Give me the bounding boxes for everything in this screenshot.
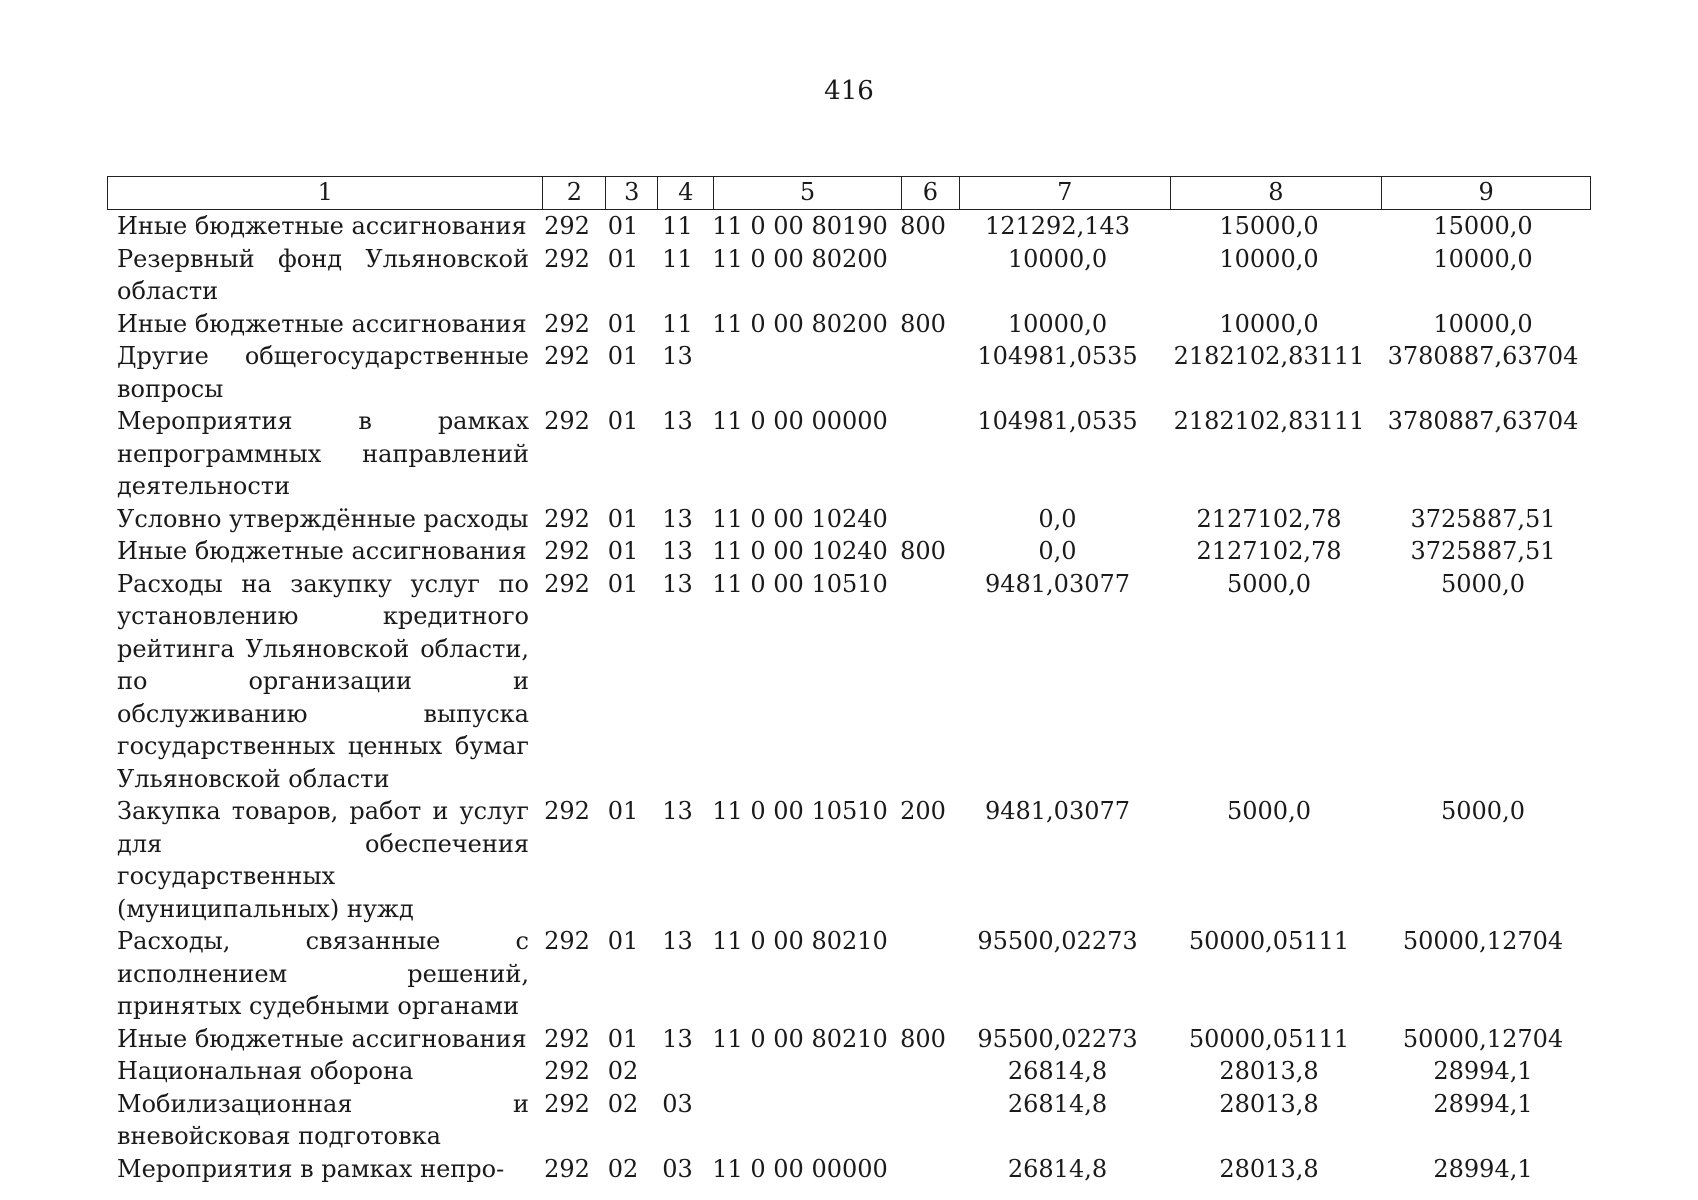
row-col-3: 01 [607, 407, 639, 435]
row-col-4: 11 [662, 244, 693, 273]
table-row [107, 795, 1591, 925]
row-col-3: 01 [607, 212, 639, 240]
row-col-7: 104981,0535 [977, 342, 1138, 370]
row-col-9: 28994,1 [1433, 1057, 1533, 1085]
row-col-2: 292 [544, 797, 590, 825]
row-col-8: 15000,0 [1219, 212, 1319, 240]
row-col-2: 292 [544, 504, 590, 533]
row-col-4: 13 [662, 342, 693, 370]
table-row [107, 1153, 1591, 1186]
row-col-9: 28994,1 [1433, 1154, 1533, 1183]
row-col-5 [706, 1088, 894, 1153]
row-col-5 [706, 340, 894, 405]
row-col-7: 121292,143 [984, 212, 1131, 240]
row-col-9: 3780887,63704 [1387, 342, 1579, 370]
row-col-4 [649, 1055, 706, 1088]
row-col-2: 292 [544, 309, 590, 338]
row-col-6 [894, 503, 952, 536]
row-col-6 [894, 925, 952, 1023]
header-col-8: 8 [1171, 177, 1383, 209]
row-col-7: 0,0 [1038, 504, 1077, 533]
row-col-7: 0,0 [1038, 537, 1077, 565]
table-row [107, 210, 1591, 243]
row-col-6: 800 [900, 537, 946, 565]
row-col-3: 01 [607, 537, 639, 565]
row-col-5: 11 0 00 00000 [712, 407, 888, 435]
row-col-8: 2182102,83111 [1173, 342, 1365, 370]
row-col-9: 15000,0 [1433, 212, 1533, 240]
row-col-9: 28994,1 [1433, 1089, 1533, 1118]
row-name: Резервный фонд Ульяновской области [117, 244, 529, 305]
row-col-7: 26814,8 [1007, 1089, 1108, 1118]
row-col-2: 292 [544, 1057, 590, 1085]
row-name: Иные бюджетные ассигнования [117, 212, 527, 240]
row-col-2: 292 [544, 407, 590, 435]
row-col-6: 200 [900, 797, 946, 825]
row-col-3: 01 [607, 342, 639, 370]
table-row [107, 243, 1591, 308]
row-col-6 [894, 340, 952, 405]
row-col-2: 292 [544, 927, 590, 955]
row-col-7: 10000,0 [1007, 309, 1108, 338]
row-col-8: 50000,05111 [1188, 927, 1350, 955]
table-header [107, 176, 1591, 210]
row-col-2: 292 [544, 1089, 590, 1118]
header-col-9: 9 [1478, 178, 1494, 206]
table-row [107, 925, 1591, 1023]
table-body [107, 210, 1591, 1185]
row-col-4: 13 [662, 927, 693, 955]
row-col-3: 01 [607, 569, 639, 598]
row-col-8: 28013,8 [1219, 1154, 1319, 1183]
row-name: Иные бюджетные ассигнования [117, 1024, 527, 1053]
row-col-3: 01 [607, 797, 639, 825]
row-col-8: 28013,8 [1219, 1057, 1319, 1085]
row-col-8: 2127102,78 [1196, 537, 1342, 565]
row-col-6: 800 [900, 1024, 946, 1053]
row-col-9: 50000,12704 [1402, 927, 1564, 955]
table-row [107, 535, 1591, 568]
row-name: Мероприятия в рамках непро- [117, 1154, 505, 1183]
row-col-7: 95500,02273 [977, 1024, 1138, 1053]
row-col-4: 13 [662, 797, 693, 825]
header-col-7: 7 [960, 177, 1171, 209]
row-col-7: 104981,0535 [977, 407, 1138, 435]
row-name: Иные бюджетные ассигнования [117, 537, 527, 565]
row-name: Иные бюджетные ассигнования [117, 309, 527, 338]
row-col-8: 5000,0 [1227, 797, 1311, 825]
row-col-5: 11 0 00 10510 [712, 797, 888, 825]
row-col-7: 10000,0 [1007, 244, 1108, 273]
row-col-6 [894, 405, 952, 503]
row-col-3: 01 [607, 927, 639, 955]
row-name: Мероприятия в рамках непрограммных направлений деятельности [117, 407, 529, 500]
row-col-3: 02 [607, 1057, 639, 1085]
row-col-5 [706, 1055, 894, 1088]
row-col-5: 11 0 00 80210 [712, 1024, 888, 1053]
row-col-6 [894, 243, 952, 308]
row-col-9: 5000,0 [1441, 797, 1525, 825]
row-col-6: 800 [900, 212, 946, 240]
header-col-3: 3 [606, 177, 658, 209]
row-col-7: 9481,03077 [984, 569, 1131, 598]
row-name: Другие общегосударственные вопросы [117, 342, 529, 403]
row-col-5: 11 0 00 00000 [712, 1154, 888, 1183]
row-col-4: 11 [662, 212, 693, 240]
row-col-3: 02 [607, 1154, 639, 1183]
row-col-5: 11 0 00 10240 [712, 504, 888, 533]
row-col-2: 292 [544, 212, 590, 240]
row-col-6 [894, 1153, 952, 1186]
table-row [107, 1023, 1591, 1056]
row-col-4: 13 [662, 407, 693, 435]
row-col-9: 3780887,63704 [1387, 407, 1579, 435]
row-name: Расходы, связанные с исполнением решений, принятых судебными органами [117, 927, 529, 1020]
row-name: Национальная оборона [117, 1057, 414, 1085]
row-col-8: 10000,0 [1219, 244, 1319, 273]
row-col-3: 01 [607, 504, 639, 533]
row-col-4: 11 [662, 309, 693, 338]
row-col-8: 2127102,78 [1196, 504, 1342, 533]
table-row [107, 1055, 1591, 1088]
row-col-3: 02 [607, 1089, 639, 1118]
table-row [107, 340, 1591, 405]
row-col-9: 10000,0 [1433, 244, 1533, 273]
row-col-7: 95500,02273 [977, 927, 1138, 955]
row-col-8: 50000,05111 [1188, 1024, 1350, 1053]
row-col-9: 3725887,51 [1410, 537, 1556, 565]
row-name: Расходы на закупку услуг по установлению кредитного рейтинга Ульяновской области, по организации и обслуживанию выпуска государственных ценных бумаг Ульяновской области [117, 569, 529, 793]
row-col-2: 292 [544, 1154, 590, 1183]
page-number: 416 [824, 76, 874, 106]
table-row [107, 568, 1591, 796]
header-col-6: 6 [902, 177, 960, 209]
row-col-6 [894, 568, 952, 796]
row-col-8: 28013,8 [1219, 1089, 1319, 1118]
row-col-5: 11 0 00 80190 [712, 212, 888, 240]
row-col-3: 01 [607, 309, 639, 338]
row-col-6 [894, 1055, 952, 1088]
row-col-9: 10000,0 [1433, 309, 1533, 338]
row-col-7: 26814,8 [1007, 1154, 1108, 1183]
header-col-2: 2 [543, 177, 606, 209]
row-col-9: 3725887,51 [1410, 504, 1556, 533]
row-col-9: 50000,12704 [1402, 1024, 1564, 1053]
header-col-4: 4 [658, 177, 714, 209]
row-col-9: 5000,0 [1441, 569, 1525, 598]
row-name: Условно утверждённые расходы [117, 504, 529, 533]
row-col-2: 292 [544, 342, 590, 370]
row-col-2: 292 [544, 537, 590, 565]
row-name: Закупка товаров, работ и услуг для обеспечения государственных (муниципальных) нужд [117, 797, 529, 923]
row-col-4: 13 [662, 504, 693, 533]
row-col-3: 01 [607, 244, 639, 273]
row-col-8: 2182102,83111 [1173, 407, 1365, 435]
header-col-5: 5 [714, 177, 902, 209]
row-col-4: 13 [662, 1024, 693, 1053]
row-col-4: 03 [662, 1154, 693, 1183]
row-col-6: 800 [900, 309, 946, 338]
row-col-5: 11 0 00 80200 [712, 244, 888, 273]
row-col-2: 292 [544, 244, 590, 273]
row-col-8: 5000,0 [1227, 569, 1311, 598]
row-col-5: 11 0 00 80200 [712, 309, 888, 338]
row-col-5: 11 0 00 10240 [712, 537, 888, 565]
row-col-6 [894, 1088, 952, 1153]
row-col-8: 10000,0 [1219, 309, 1319, 338]
row-name: Мобилизационная и вневойсковая подготовка [117, 1089, 529, 1150]
header-col-1: 1 [108, 177, 543, 209]
row-col-4: 13 [662, 569, 693, 598]
table-row [107, 308, 1591, 341]
row-col-5: 11 0 00 80210 [712, 927, 888, 955]
row-col-5: 11 0 00 10510 [712, 569, 888, 598]
table-row [107, 503, 1591, 536]
row-col-4: 03 [662, 1089, 693, 1118]
row-col-2: 292 [544, 1024, 590, 1053]
row-col-4: 13 [662, 537, 693, 565]
row-col-7: 9481,03077 [984, 797, 1131, 825]
row-col-7: 26814,8 [1007, 1057, 1108, 1085]
row-col-3: 01 [607, 1024, 639, 1053]
row-col-2: 292 [544, 569, 590, 598]
table-row [107, 405, 1591, 503]
table-row [107, 1088, 1591, 1153]
